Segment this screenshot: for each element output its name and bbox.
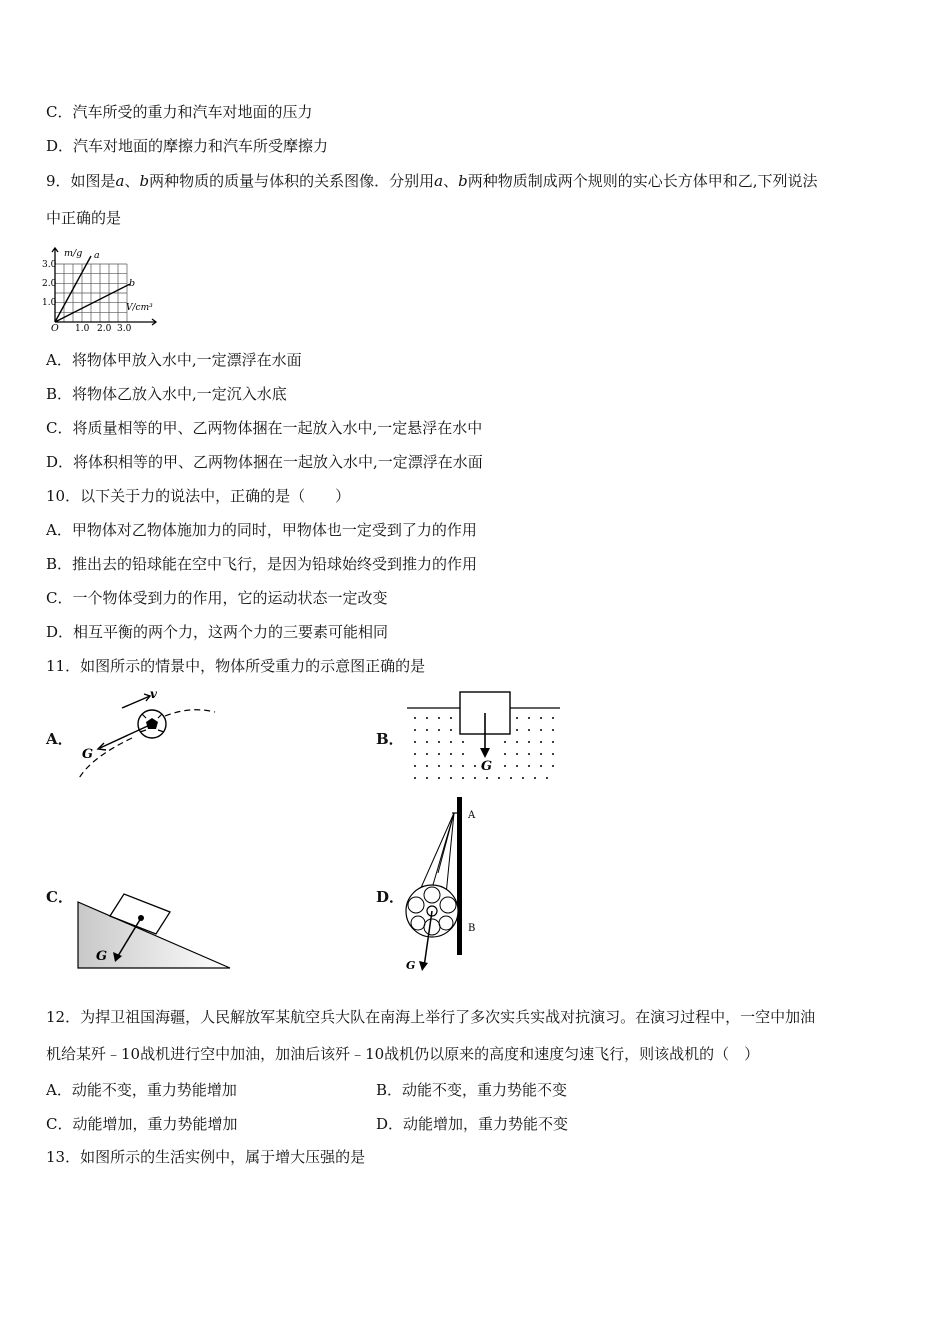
- q12-option-d: D．动能增加，重力势能不变: [376, 1115, 569, 1133]
- q9-stem-line1: [46, 171, 818, 191]
- q9-option-c: C．将质量相等的甲、乙两物体捆在一起放入水中,一定悬浮在水中: [46, 419, 483, 437]
- q11-label-c: C．: [46, 888, 73, 906]
- q10-option-b: B．推出去的铅球能在空中飞行，是因为铅球始终受到推力的作用: [46, 555, 478, 573]
- q9-option-a: A．将物体甲放入水中,一定漂浮在水面: [46, 351, 302, 369]
- q11-d-point-b-label: B: [468, 923, 476, 934]
- q11-d-gravity-label: G: [406, 959, 416, 972]
- q9-var-a: a: [115, 172, 125, 190]
- q11-a-velocity-label: v: [150, 688, 157, 701]
- q9-line-a-label: a: [94, 250, 100, 261]
- q13-stem: 13．如图所示的生活实例中，属于增大压强的是: [46, 1148, 366, 1166]
- q11-label-a: A．: [46, 730, 73, 748]
- q11-c-gravity-label: G: [96, 949, 108, 964]
- q9-x-tick-1: 1.0: [75, 324, 90, 332]
- q9-stem-part1: 9．如图是: [46, 172, 116, 190]
- q11-b-gravity-label: G: [481, 759, 493, 774]
- q11-figure-c-incline-block: [72, 888, 237, 973]
- q10-stem: 10．以下关于力的说法中，正确的是（ ）: [46, 487, 351, 505]
- q9-option-d: D．将体积相等的甲、乙两物体捆在一起放入水中,一定漂浮在水面: [46, 453, 483, 471]
- q11-a-gravity-label: G: [82, 747, 94, 762]
- q12-option-b: B．动能不变，重力势能不变: [376, 1081, 568, 1099]
- q9-line-b-label: b: [129, 278, 136, 289]
- q9-stem-line2: 中正确的是: [46, 209, 122, 227]
- q9-origin-label: O: [51, 323, 59, 332]
- q11-label-d: D．: [376, 888, 405, 906]
- q9-var-b2: b: [458, 172, 468, 190]
- q9-y-tick-2: 2.0: [42, 279, 57, 289]
- q10-option-d: D．相互平衡的两个力，这两个力的三要素可能相同: [46, 623, 389, 641]
- q11-stem: 11．如图所示的情景中，物体所受重力的示意图正确的是: [46, 657, 426, 675]
- q9-sep: 、: [124, 172, 140, 190]
- q11-label-b: B．: [376, 730, 404, 748]
- q8-option-d: D．汽车对地面的摩擦力和汽车所受摩擦力: [46, 137, 329, 155]
- q12-option-a: A．动能不变，重力势能增加: [46, 1081, 237, 1099]
- q9-sep2: 、: [443, 172, 459, 190]
- q9-x-label: V/cm³: [126, 303, 153, 313]
- q8-option-c: C．汽车所受的重力和汽车对地面的压力: [46, 103, 313, 121]
- q9-y-label: m/g: [64, 248, 83, 259]
- q11-figure-a-soccer-ball: [70, 688, 220, 783]
- q9-y-tick-3: 3.0: [42, 260, 57, 270]
- q11-figure-b-floating-block: [405, 688, 565, 783]
- q9-option-b: B．将物体乙放入水中,一定沉入水底: [46, 385, 287, 403]
- q9-mass-volume-graph: [42, 244, 164, 332]
- q11-d-point-a-label: A: [468, 810, 476, 821]
- q9-var-a2: a: [434, 172, 444, 190]
- q10-option-c: C．一个物体受到力的作用，它的运动状态一定改变: [46, 589, 388, 607]
- q9-y-tick-1: 1.0: [42, 298, 57, 308]
- q9-stem-part3: 两种物质制成两个规则的实心长方体甲和乙,下列说法: [467, 172, 818, 190]
- q9-stem-part2: 两种物质的质量与体积的关系图像．分别用: [149, 172, 435, 190]
- q12-stem-line1: 12．为捍卫祖国海疆，人民解放军某航空兵大队在南海上举行了多次实兵实战对抗演习。在演习过程中，一空中加油: [46, 1008, 816, 1026]
- q9-x-tick-3: 3.0: [117, 324, 132, 332]
- q10-option-a: A．甲物体对乙物体施加力的同时，甲物体也一定受到了力的作用: [46, 521, 477, 539]
- q12-option-c: C．动能增加，重力势能增加: [46, 1115, 238, 1133]
- q9-x-tick-2: 2.0: [97, 324, 112, 332]
- q12-stem-line2: 机给某歼﹣10战机进行空中加油，加油后该歼﹣10战机仍以原来的高度和速度匀速飞行，则该战机的（ ）: [46, 1045, 760, 1063]
- q9-var-b: b: [139, 172, 150, 190]
- q11-figure-d-ball-net-on-wall: [400, 795, 490, 975]
